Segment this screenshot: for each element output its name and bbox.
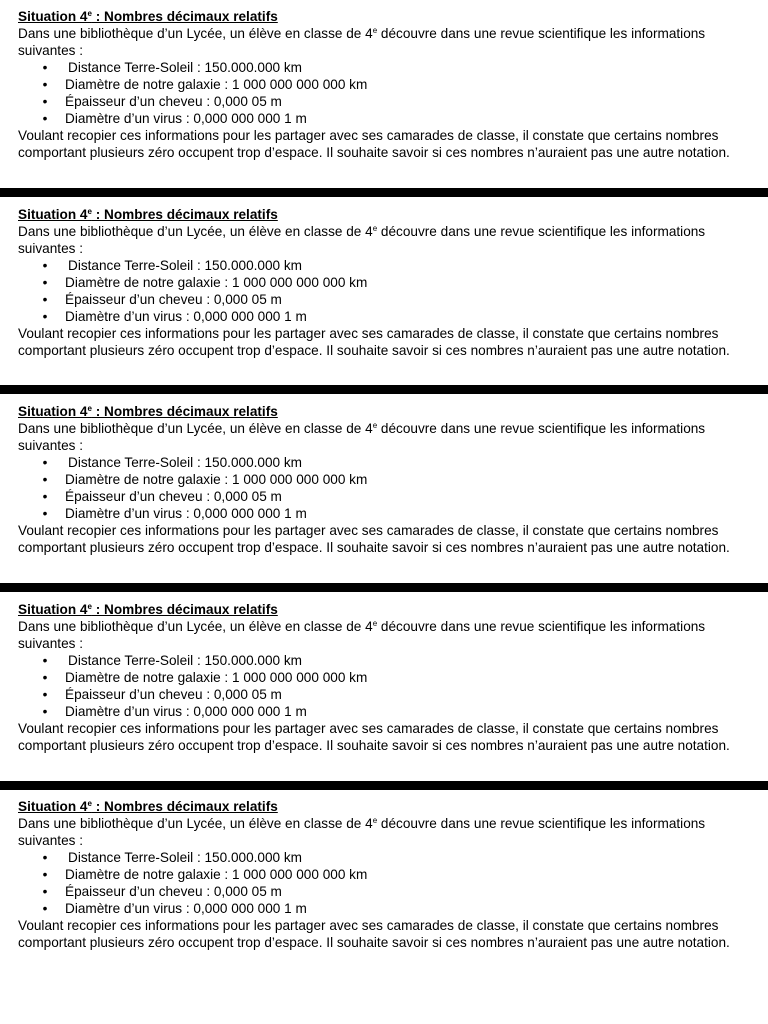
title-text: Situation 4 [18,404,88,419]
fact-item-hair [18,686,758,703]
situation-block [18,8,758,161]
fact-item-galaxy [18,274,758,291]
title-rest: : Nombres décimaux relatifs [91,9,278,24]
title-rest: : Nombres décimaux relatifs [91,602,278,617]
fact-text: Diamètre d’un virus : 0,000 000 000 1 m [65,506,307,521]
section-divider [0,385,768,394]
situation-block [18,798,758,951]
intro-superscript: e [372,619,378,628]
facts-list [18,257,758,325]
conclusion-paragraph: Voulant recopier ces informations pour les partager avec ses camarades de classe, il constate que certains nombres comportant plusieurs zéro occupent trop d’espace. Il souhaite savoir si ces nombres n’auraient pas une autre notation. [18,523,730,555]
facts-list [18,849,758,917]
intro-text-end: découvre dans une revue scientifique les informations suivantes : [18,619,706,651]
intro-paragraph [18,25,758,59]
fact-text: Épaisseur d’un cheveu : 0,000 05 m [65,884,282,899]
bullet-icon: • [42,77,48,92]
fact-item-hair [18,488,758,505]
fact-text: Épaisseur d’un cheveu : 0,000 05 m [65,687,282,702]
title-superscript: e [87,602,92,611]
fact-item-distance [18,652,758,669]
title-text: Situation 4 [18,602,88,617]
bullet-icon: • [42,94,48,109]
title-text: Situation 4 [18,207,88,222]
fact-text: Diamètre d’un virus : 0,000 000 000 1 m [65,309,307,324]
bullet-icon: • [42,309,48,324]
fact-item-galaxy [18,76,758,93]
title-superscript: e [87,404,92,413]
situation-title [18,8,758,25]
bullet-icon: • [42,670,48,685]
fact-item-hair [18,883,758,900]
intro-text-start: Dans une bibliothèque d’un Lycée, un élève en classe de 4 [18,421,373,436]
situation-block [18,403,758,556]
title-text: Situation 4 [18,799,88,814]
fact-item-distance [18,257,758,274]
fact-item-virus [18,900,758,917]
intro-paragraph [18,223,758,257]
fact-text: Diamètre d’un virus : 0,000 000 000 1 m [65,704,307,719]
conclusion-paragraph: Voulant recopier ces informations pour les partager avec ses camarades de classe, il constate que certains nombres comportant plusieurs zéro occupent trop d’espace. Il souhaite savoir si ces nombres n’auraient pas une autre notation. [18,128,730,160]
bullet-icon: • [42,867,48,882]
title-superscript: e [87,9,92,18]
bullet-icon: • [42,850,48,865]
intro-paragraph [18,420,758,454]
intro-superscript: e [372,26,378,35]
title-rest: : Nombres décimaux relatifs [91,799,278,814]
bullet-icon: • [42,472,48,487]
fact-text: Diamètre de notre galaxie : 1 000 000 000 000 km [65,867,368,882]
bullet-icon: • [42,704,48,719]
intro-superscript: e [372,816,378,825]
fact-item-virus [18,308,758,325]
conclusion-paragraph: Voulant recopier ces informations pour les partager avec ses camarades de classe, il constate que certains nombres comportant plusieurs zéro occupent trop d’espace. Il souhaite savoir si ces nombres n’auraient pas une autre notation. [18,918,730,950]
bullet-icon: • [42,489,48,504]
situation-block [18,601,758,754]
intro-superscript: e [372,224,378,233]
bullet-icon: • [42,506,48,521]
bullet-icon: • [42,687,48,702]
fact-item-galaxy [18,471,758,488]
situation-title [18,403,758,420]
intro-text-end: découvre dans une revue scientifique les informations suivantes : [18,816,706,848]
title-text: Situation 4 [18,9,88,24]
fact-text: Diamètre d’un virus : 0,000 000 000 1 m [65,901,307,916]
conclusion-paragraph: Voulant recopier ces informations pour les partager avec ses camarades de classe, il constate que certains nombres comportant plusieurs zéro occupent trop d’espace. Il souhaite savoir si ces nombres n’auraient pas une autre notation. [18,326,730,358]
fact-item-galaxy [18,669,758,686]
intro-text-start: Dans une bibliothèque d’un Lycée, un élève en classe de 4 [18,816,373,831]
title-superscript: e [87,207,92,216]
fact-item-galaxy [18,866,758,883]
bullet-icon: • [42,455,48,470]
fact-text: Diamètre de notre galaxie : 1 000 000 000 000 km [65,275,368,290]
fact-text: Diamètre de notre galaxie : 1 000 000 000 000 km [65,670,368,685]
intro-text-start: Dans une bibliothèque d’un Lycée, un élève en classe de 4 [18,224,373,239]
fact-item-virus [18,110,758,127]
facts-list [18,59,758,127]
fact-text: Distance Terre-Soleil : 150.000.000 km [68,653,302,668]
intro-text-start: Dans une bibliothèque d’un Lycée, un élève en classe de 4 [18,619,373,634]
intro-text-end: découvre dans une revue scientifique les informations suivantes : [18,26,706,58]
fact-text: Diamètre de notre galaxie : 1 000 000 000 000 km [65,472,368,487]
bullet-icon: • [42,60,48,75]
intro-superscript: e [372,421,378,430]
fact-text: Distance Terre-Soleil : 150.000.000 km [68,850,302,865]
fact-item-hair [18,291,758,308]
fact-text: Diamètre d’un virus : 0,000 000 000 1 m [65,111,307,126]
section-divider [0,583,768,592]
title-rest: : Nombres décimaux relatifs [91,404,278,419]
conclusion-paragraph: Voulant recopier ces informations pour les partager avec ses camarades de classe, il constate que certains nombres comportant plusieurs zéro occupent trop d’espace. Il souhaite savoir si ces nombres n’auraient pas une autre notation. [18,721,730,753]
fact-item-distance [18,454,758,471]
bullet-icon: • [42,111,48,126]
fact-item-distance [18,59,758,76]
intro-text-start: Dans une bibliothèque d’un Lycée, un élève en classe de 4 [18,26,373,41]
fact-text: Épaisseur d’un cheveu : 0,000 05 m [65,94,282,109]
fact-text: Distance Terre-Soleil : 150.000.000 km [68,455,302,470]
fact-text: Distance Terre-Soleil : 150.000.000 km [68,258,302,273]
situation-title [18,206,758,223]
section-divider [0,781,768,790]
bullet-icon: • [42,292,48,307]
intro-text-end: découvre dans une revue scientifique les informations suivantes : [18,224,706,256]
fact-item-virus [18,505,758,522]
fact-item-virus [18,703,758,720]
fact-item-distance [18,849,758,866]
facts-list [18,652,758,720]
bullet-icon: • [42,258,48,273]
situation-title [18,601,758,618]
intro-paragraph [18,815,758,849]
section-divider [0,188,768,197]
fact-text: Épaisseur d’un cheveu : 0,000 05 m [65,292,282,307]
intro-text-end: découvre dans une revue scientifique les informations suivantes : [18,421,706,453]
title-rest: : Nombres décimaux relatifs [91,207,278,222]
title-superscript: e [87,799,92,808]
intro-paragraph [18,618,758,652]
situation-block [18,206,758,359]
fact-text: Diamètre de notre galaxie : 1 000 000 000 000 km [65,77,368,92]
situation-title [18,798,758,815]
bullet-icon: • [42,884,48,899]
bullet-icon: • [42,901,48,916]
fact-text: Épaisseur d’un cheveu : 0,000 05 m [65,489,282,504]
facts-list [18,454,758,522]
fact-item-hair [18,93,758,110]
bullet-icon: • [42,653,48,668]
fact-text: Distance Terre-Soleil : 150.000.000 km [68,60,302,75]
bullet-icon: • [42,275,48,290]
